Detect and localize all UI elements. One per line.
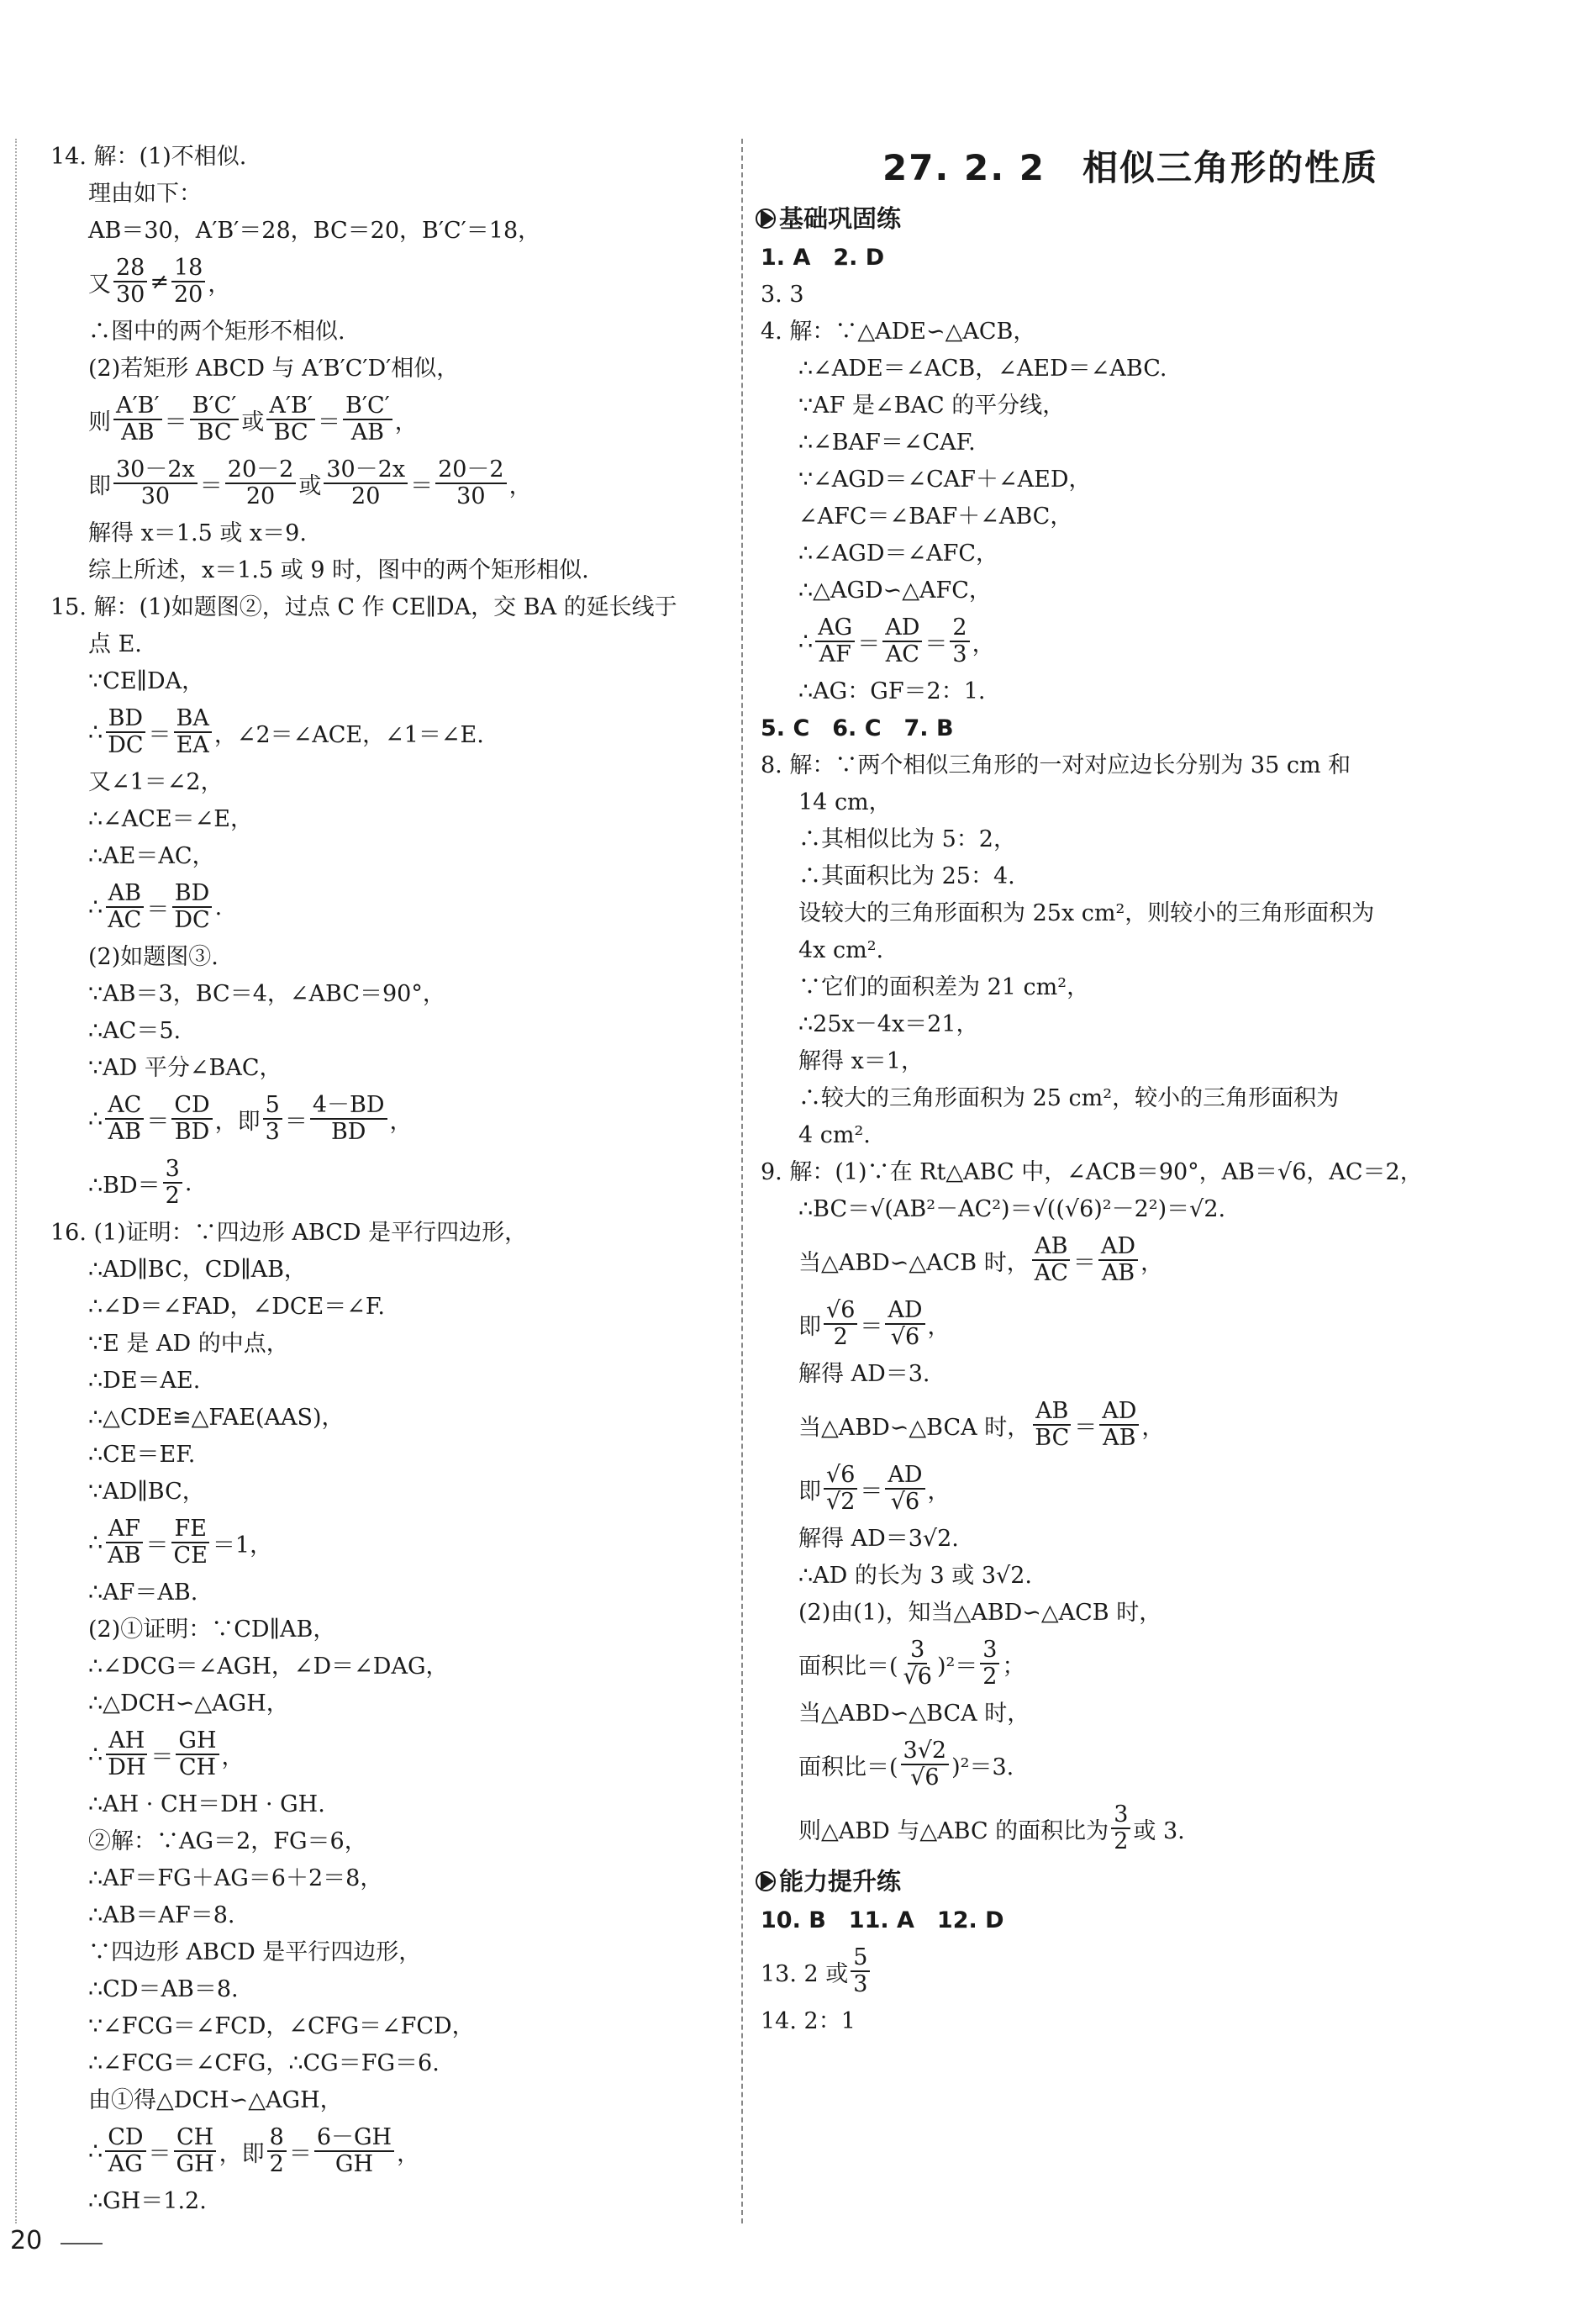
fraction: $\frac{AH}{DH}$ [108, 1727, 146, 1780]
q9-line: ∴BC＝√(AB²－AC²)＝√((√6)²－2²)＝√2. [798, 1196, 1226, 1222]
q14-line: 14. 解：(1)不相似. [50, 144, 247, 170]
fraction: $\frac{AF}{AB}$ [105, 1517, 143, 1569]
q14-line: 即 $\frac{30-2x}{30}$ ＝ $\frac{20-2}{20}$ 或 $\frac{30-2x}{20}$ ＝ $\frac{20-2}{30}$ ， [88, 456, 532, 509]
q16-line: ∴△DCH∽△AGH， [88, 1691, 289, 1717]
q9-line: 当△ABD∽△BCA 时， $\frac{AB}{BC}$ ＝ $\frac{AD}{AB}$ ， [798, 1397, 1165, 1451]
fraction: $\frac{18}{20}$ [171, 256, 205, 308]
margin-dotted-line [15, 139, 17, 2223]
q15-line: 点 E. [88, 631, 142, 657]
fraction: $\frac{A'B'}{BC}$ [266, 394, 315, 446]
q4-line: ∵∠AGD＝∠CAF＋∠AED， [798, 467, 1092, 493]
q15-line: ∴ $\frac{AB}{AC}$ ＝ $\frac{BD}{DC}$ . [88, 879, 223, 933]
q8-line: 14 cm， [798, 789, 892, 815]
q9-line: 即 $\frac{√6}{2}$ ＝ $\frac{AD}{√6}$ ， [798, 1296, 951, 1350]
fraction: $\frac{AD}{AB}$ [1099, 1400, 1139, 1451]
page-number: 20 [10, 2226, 43, 2255]
fraction: $\frac{GH}{CH}$ [176, 1729, 219, 1780]
q14-line: 理由如下： [88, 181, 202, 207]
q16-line: 16. (1)证明：∵四边形 ABCD 是平行四边形， [50, 1220, 528, 1246]
q4-line: 4. 解：∵△ADE∽△ACB， [761, 319, 1036, 345]
fraction: $\frac{5}{3}$ [851, 1946, 870, 1997]
q9-line: 当△ABD∽△BCA 时， [798, 1701, 1030, 1727]
fraction: $\frac{5}{3}$ [263, 1094, 282, 1145]
basic-practice-header [761, 198, 1500, 240]
fraction: $\frac{CD}{BD}$ [171, 1094, 212, 1145]
fraction: $\frac{3}{2}$ [1111, 1803, 1130, 1854]
q15-line: ∴BD＝ $\frac{3}{2}$ . [88, 1155, 192, 1209]
fraction: $\frac{AD}{AC}$ [882, 616, 922, 667]
q8-line: 8. 解：∵两个相似三角形的一对对应边长分别为 35 cm 和 [761, 752, 1351, 778]
q15-line: ∴AE＝AC， [88, 843, 215, 869]
q16-line: ②解：∵AG＝2，FG＝6， [88, 1828, 367, 1854]
fraction: $\frac{AB}{AC}$ [1032, 1235, 1071, 1286]
fraction: $\frac{AD}{√6}$ [885, 1464, 924, 1515]
fraction: $\frac{AD}{√6}$ [885, 1299, 924, 1350]
q16-line: ∴CE＝EF. [88, 1442, 196, 1468]
fraction: $\frac{3}{2}$ [163, 1158, 182, 1209]
q8-line: ∴其面积比为 25：4. [798, 863, 1015, 889]
q16-line: ∵AD∥BC， [88, 1479, 205, 1505]
q8-line: ∴其相似比为 5：2， [798, 826, 1016, 852]
q15-line: ∵AB＝3，BC＝4，∠ABC＝90°， [88, 981, 445, 1007]
fraction: $\frac{√6}{2}$ [824, 1299, 857, 1350]
fraction: $\frac{CD}{AG}$ [105, 2126, 145, 2177]
fraction: $\frac{A'B'}{AB}$ [113, 394, 162, 446]
fraction: $\frac{8}{2}$ [267, 2126, 287, 2177]
q9-line: (2)由(1)，知当△ABD∽△ACB 时， [798, 1600, 1162, 1626]
fraction: $\frac{BD}{DC}$ [171, 882, 212, 933]
q15-line: 又∠1＝∠2， [88, 769, 224, 795]
q15-line: ∴ $\frac{AC}{AB}$ ＝ $\frac{CD}{BD}$ ，即 $\frac{5}{3}$ ＝ $\frac{4-BD}{BD}$ ， [88, 1091, 413, 1145]
q8-line: 4 cm². [798, 1122, 871, 1148]
q9-line: 面积比＝( $\frac{3√2}{√6}$ )²＝3. [798, 1737, 1014, 1791]
q14-line: AB＝30，A′B′＝28，BC＝20，B′C′＝18， [88, 218, 541, 244]
q8-line: ∵它们的面积差为 21 cm²， [798, 974, 1090, 1000]
fraction: $\frac{B'C'}{AB}$ [343, 394, 392, 446]
answer-line: 14. 2：1 [761, 2008, 856, 2034]
fraction: $\frac{3}{√6}$ [903, 1636, 932, 1690]
answer-line: 13. 2 或 $\frac{5}{3}$ [761, 1939, 1500, 2003]
q15-line: ∵CE∥DA， [88, 668, 205, 694]
q9-line: ∴AD 的长为 3 或 3√2. [798, 1563, 1032, 1589]
q16-line: ∴AF＝FG＋AG＝6＋2＝8， [88, 1865, 383, 1891]
right-column [761, 139, 1500, 2040]
answer-line: 1. A 2. D [761, 245, 885, 271]
q8-line: 设较大的三角形面积为 25x cm²，则较小的三角形面积为 [798, 900, 1375, 926]
q9-line: 解得 AD＝3. [798, 1361, 930, 1387]
q16-line: ∴∠D＝∠FAD，∠DCE＝∠F. [88, 1294, 385, 1320]
q16-line: ∵四边形 ABCD 是平行四边形， [88, 1939, 422, 1965]
q8-line: ∴25x－4x＝21， [798, 1011, 979, 1037]
q15-line: ∵AD 平分∠BAC， [88, 1055, 282, 1081]
play-triangle-icon [761, 1872, 774, 1891]
fraction: $\frac{6-GH}{GH}$ [314, 2126, 394, 2177]
page-number-rule [61, 2243, 103, 2244]
fraction: $\frac{AB}{AC}$ [105, 882, 144, 933]
q4-line: ∴∠ADE＝∠ACB，∠AED＝∠ABC. [798, 356, 1167, 382]
fraction: $\frac{AD}{AB}$ [1098, 1235, 1138, 1286]
q15-line: 15. 解：(1)如题图②，过点 C 作 CE∥DA，交 BA 的延长线于 [50, 594, 677, 620]
fraction: $\frac{20-2}{30}$ [435, 458, 507, 509]
q15-line: ∴∠ACE＝∠E， [88, 806, 254, 832]
q15-line: ∴AC＝5. [88, 1018, 182, 1044]
q16-line: ∴∠DCG＝∠AGH，∠D＝∠DAG， [88, 1654, 449, 1680]
q16-line: ∴CD＝AB＝8. [88, 1976, 239, 2002]
q16-line: ∴AB＝AF＝8. [88, 1902, 235, 1928]
text: 又 [88, 271, 111, 298]
header-label: 能力提升练 [779, 1867, 902, 1896]
fraction: $\frac{√6}{√2}$ [824, 1464, 857, 1515]
q16-line: ∴AF＝AB. [88, 1580, 198, 1606]
q9-line: 面积比＝( $\frac{3}{√6}$ )²＝ $\frac{3}{2}$ ； [798, 1636, 1025, 1690]
q14-line: 解得 x＝1.5 或 x＝9. [88, 520, 307, 546]
fraction: $\frac{28}{30}$ [113, 256, 147, 308]
answer-line: 10. B 11. A 12. D [761, 1907, 1004, 1933]
fraction: $\frac{2}{3}$ [950, 616, 969, 667]
q9-line: 则△ABD 与△ABC 的面积比为 $\frac{3}{2}$ 或 3. [798, 1801, 1185, 1854]
fraction: $\frac{B'C'}{BC}$ [190, 394, 240, 446]
q15-line: ∴ $\frac{BD}{DC}$ ＝ $\frac{BA}{EA}$ ，∠2＝∠ACE，∠1＝∠E. [88, 704, 484, 758]
q8-line: 解得 x＝1， [798, 1048, 924, 1074]
q14-line: 综上所述，x＝1.5 或 9 时，图中的两个矩形相似. [88, 557, 589, 583]
q16-line: ∴AH · CH＝DH · GH. [88, 1791, 325, 1817]
q4-line: ∠AFC＝∠BAF＋∠ABC， [798, 504, 1073, 530]
q9-line: 当△ABD∽△ACB 时， $\frac{AB}{AC}$ ＝ $\frac{AD}{AB}$ ， [798, 1232, 1164, 1286]
fraction: $\frac{30-2x}{20}$ [324, 458, 408, 509]
q14-line: 则 $\frac{A'B'}{AB}$ ＝ $\frac{B'C'}{BC}$ 或 $\frac{A'B'}{BC}$ ＝ $\frac{B'C'}{AB}$ ， [88, 392, 418, 446]
advanced-practice-header [761, 1860, 1500, 1902]
q9-line: 即 $\frac{√6}{√2}$ ＝ $\frac{AD}{√6}$ ， [798, 1461, 951, 1515]
q16-line: ∴△CDE≌△FAE(AAS)， [88, 1405, 345, 1431]
q16-line: ∴GH＝1.2. [88, 2188, 207, 2214]
q15-line: (2)如题图③. [88, 944, 219, 970]
fraction: $\frac{20-2}{20}$ [225, 458, 297, 509]
answer-line: 3. 3 [761, 282, 804, 308]
q16-line: ∴AD∥BC，CD∥AB， [88, 1257, 307, 1283]
q16-line: ∴ $\frac{AF}{AB}$ ＝ $\frac{FE}{CE}$ ＝1， [88, 1515, 273, 1569]
q16-line: 由①得△DCH∽△AGH， [88, 2087, 343, 2113]
q14-line: 又 $\frac{28}{30}$ ≠ $\frac{18}{20}$ ， [88, 254, 231, 308]
q16-line: (2)①证明：∵CD∥AB， [88, 1617, 336, 1643]
q16-line: ∵∠FCG＝∠FCD，∠CFG＝∠FCD， [88, 2013, 475, 2039]
q4-line: ∴AG：GF＝2：1. [798, 678, 986, 704]
q4-line: ∴∠AGD＝∠AFC， [798, 541, 999, 567]
q4-line: ∴△AGD∽△AFC， [798, 578, 992, 604]
q14-line: (2)若矩形 ABCD 与 A′B′C′D′相似， [88, 356, 460, 382]
q9-line: 解得 AD＝3√2. [798, 1526, 959, 1552]
fraction: $\frac{AG}{AF}$ [815, 616, 855, 667]
q16-line: ∴∠FCG＝∠CFG，∴CG＝FG＝6. [88, 2050, 440, 2076]
q9-line: 9. 解：(1)∵在 Rt△ABC 中，∠ACB＝90°，AB＝√6，AC＝2， [761, 1159, 1423, 1185]
q4-line: ∵AF 是∠BAC 的平分线， [798, 393, 1066, 419]
q16-line: ∵E 是 AD 的中点， [88, 1331, 289, 1357]
q16-line: ∴ $\frac{CD}{AG}$ ＝ $\frac{CH}{GH}$ ，即 $\frac{8}{2}$ ＝ $\frac{6-GH}{GH}$ ， [88, 2123, 420, 2177]
q14-line: ∴图中的两个矩形不相似. [88, 319, 345, 345]
fraction: $\frac{3√2}{√6}$ [901, 1739, 950, 1791]
q4-line: ∴ $\frac{AG}{AF}$ ＝ $\frac{AD}{AC}$ ＝ $\frac{2}{3}$ ， [798, 614, 995, 667]
fraction: $\frac{3}{2}$ [980, 1638, 999, 1690]
fraction: $\frac{AB}{BC}$ [1032, 1400, 1072, 1451]
play-triangle-icon [761, 209, 774, 228]
q16-line: ∴DE＝AE. [88, 1368, 201, 1394]
fraction: $\frac{4-BD}{BD}$ [310, 1094, 387, 1145]
section-title: 27. 2. 2 相似三角形的性质 [882, 147, 1379, 188]
left-column [50, 139, 714, 2220]
q8-line: ∴较大的三角形面积为 25 cm²，较小的三角形面积为 [798, 1085, 1340, 1111]
fraction: $\frac{BA}{EA}$ [174, 707, 212, 758]
q4-line: ∴∠BAF＝∠CAF. [798, 430, 976, 456]
header-label: 基础巩固练 [779, 204, 902, 233]
q16-line: ∴ $\frac{AH}{DH}$ ＝ $\frac{GH}{CH}$ ， [88, 1727, 245, 1780]
fraction: $\frac{30-2x}{30}$ [113, 458, 198, 509]
fraction: $\frac{AC}{AB}$ [105, 1094, 144, 1145]
q8-line: 4x cm². [798, 937, 884, 963]
column-divider [741, 139, 743, 2223]
answer-line: 5. C 6. C 7. B [761, 715, 954, 741]
fraction: $\frac{BD}{DC}$ [105, 707, 145, 758]
fraction: $\frac{FE}{CE}$ [171, 1517, 210, 1569]
fraction: $\frac{CH}{GH}$ [174, 2126, 217, 2177]
